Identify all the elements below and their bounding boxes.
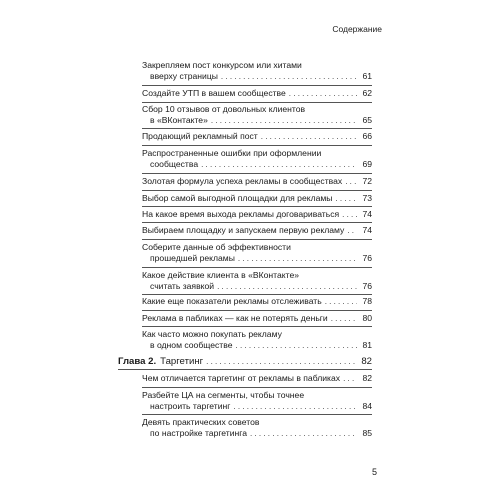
- dot-leader: [236, 340, 358, 351]
- toc-entry[interactable]: [142, 296, 372, 307]
- toc-entry-page: 74: [362, 225, 372, 235]
- entry-divider: [142, 310, 372, 311]
- toc-entry[interactable]: [142, 60, 372, 82]
- toc-entry[interactable]: [142, 329, 372, 351]
- toc-entry-title-line2: настроить таргетинг: [150, 401, 231, 411]
- toc-entry[interactable]: [142, 313, 372, 324]
- toc-entry-title-line1: Девять практических советов: [142, 417, 260, 427]
- toc-entry-title-line2: вверху страницы: [150, 71, 218, 81]
- toc-entry-page: 61: [362, 71, 372, 81]
- running-header: Содержание: [332, 24, 382, 34]
- toc-entry-page: 69: [362, 159, 372, 169]
- dot-leader: [217, 281, 357, 292]
- entry-divider: [142, 173, 372, 174]
- dot-leader: [342, 209, 357, 220]
- entry-divider: [142, 387, 372, 388]
- dot-leader: [221, 71, 357, 82]
- dot-leader: [211, 115, 357, 126]
- entry-divider: [142, 128, 372, 129]
- toc-entry-title-line2: в «ВКонтакте»: [150, 115, 208, 125]
- toc-entry[interactable]: [142, 193, 372, 204]
- entry-divider: [142, 102, 372, 103]
- toc-entry[interactable]: [142, 209, 372, 220]
- toc-entry-title: Золотая формула успеха рекламы в сообществах: [142, 176, 343, 186]
- toc-entry-page: 72: [362, 176, 372, 186]
- toc-chapter[interactable]: [118, 356, 372, 368]
- toc-entry-title-line2: сообщества: [150, 159, 199, 169]
- dot-leader: [250, 428, 357, 439]
- toc-entry[interactable]: [142, 270, 372, 292]
- dot-leader: [261, 131, 357, 142]
- toc-entry-page: 74: [362, 209, 372, 219]
- entry-divider: [142, 326, 372, 327]
- chapter-title: Таргетинг: [160, 356, 204, 367]
- toc-entry-title: Выбираем площадку и запускаем первую рекламу: [142, 225, 345, 235]
- toc-entry-page: 80: [362, 313, 372, 323]
- toc-entry[interactable]: [142, 225, 372, 236]
- toc-entry-title-line1: Сбор 10 отзывов от довольных клиентов: [142, 104, 306, 114]
- toc-entry-title-line2: по настройке таргетинга: [150, 428, 248, 438]
- toc-entry-title-line1: Соберите данные об эффективности: [142, 242, 291, 252]
- toc-entry-page: 78: [362, 296, 372, 306]
- toc-entry-title: Какие еще показатели рекламы отслеживать: [142, 296, 322, 306]
- entry-divider: [142, 145, 372, 146]
- chapter-divider: [118, 369, 372, 370]
- toc-entry-page: 65: [362, 115, 372, 125]
- dot-leader: [206, 356, 358, 368]
- dot-leader: [347, 225, 357, 236]
- dot-leader: [343, 373, 357, 384]
- toc-entry-page: 66: [362, 131, 372, 141]
- toc-entry-title-line1: Разбейте ЦА на сегменты, чтобы точнее: [142, 390, 305, 400]
- toc-entry-title-line2: прошедшей рекламы: [150, 253, 235, 263]
- toc-entry-title: Чем отличается таргетинг от рекламы в пабликах: [142, 373, 341, 383]
- toc-entry-page: 85: [362, 428, 372, 438]
- toc-entry-title-line1: Распространенные ошибки при оформлении: [142, 148, 322, 158]
- toc-entry-page: 62: [362, 88, 372, 98]
- toc-entry-page: 76: [362, 253, 372, 263]
- toc-entry-title-line2: считать заявкой: [150, 281, 215, 291]
- dot-leader: [201, 159, 357, 170]
- toc-entry-title-line1: Закрепляем пост конкурсом или хитами: [142, 60, 302, 70]
- toc-entry-title: На какое время выхода рекламы договариваться: [142, 209, 340, 219]
- dot-leader: [345, 176, 357, 187]
- dot-leader: [335, 193, 357, 204]
- toc-entry-page: 84: [362, 401, 372, 411]
- toc-entry[interactable]: [142, 373, 372, 384]
- entry-divider: [142, 222, 372, 223]
- entry-divider: [142, 239, 372, 240]
- toc-entry-page: 82: [362, 373, 372, 383]
- toc-entry-title: Создайте УТП в вашем сообществе: [142, 88, 286, 98]
- toc-entry-title-line1: Как часто можно покупать рекламу: [142, 329, 282, 339]
- toc-entry-title-line1: Какое действие клиента в «ВКонтакте»: [142, 270, 300, 280]
- page-number: 5: [371, 467, 377, 477]
- dot-leader: [289, 88, 357, 99]
- entry-divider: [142, 294, 372, 295]
- dot-leader: [325, 296, 357, 307]
- toc-entry-page: 76: [362, 281, 372, 291]
- chapter-label: Глава 2.: [118, 356, 157, 367]
- toc-entry[interactable]: [142, 104, 372, 126]
- toc-entry-title: Реклама в пабликах — как не потерять деньги: [142, 313, 328, 323]
- toc-entry-title-line2: в одном сообществе: [150, 340, 233, 350]
- entry-divider: [142, 414, 372, 415]
- toc-entry[interactable]: [142, 390, 372, 412]
- toc-entry-title: Продающий рекламный пост: [142, 131, 258, 141]
- toc-entry[interactable]: [142, 242, 372, 264]
- entry-divider: [142, 267, 372, 268]
- dot-leader: [238, 253, 357, 264]
- dot-leader: [331, 313, 357, 324]
- entry-divider: [142, 206, 372, 207]
- chapter-page: 82: [361, 356, 372, 367]
- toc-entry-page: 81: [362, 340, 372, 350]
- entry-divider: [142, 190, 372, 191]
- toc-entry[interactable]: [142, 148, 372, 170]
- toc-entry[interactable]: [142, 417, 372, 439]
- toc-entry[interactable]: [142, 88, 372, 99]
- toc-entry-title: Выбор самой выгодной площадки для рекламы: [142, 193, 333, 203]
- dot-leader: [233, 401, 357, 412]
- toc-entry[interactable]: [142, 131, 372, 142]
- toc-entry[interactable]: [142, 176, 372, 187]
- entry-divider: [142, 85, 372, 86]
- toc-entry-page: 73: [362, 193, 372, 203]
